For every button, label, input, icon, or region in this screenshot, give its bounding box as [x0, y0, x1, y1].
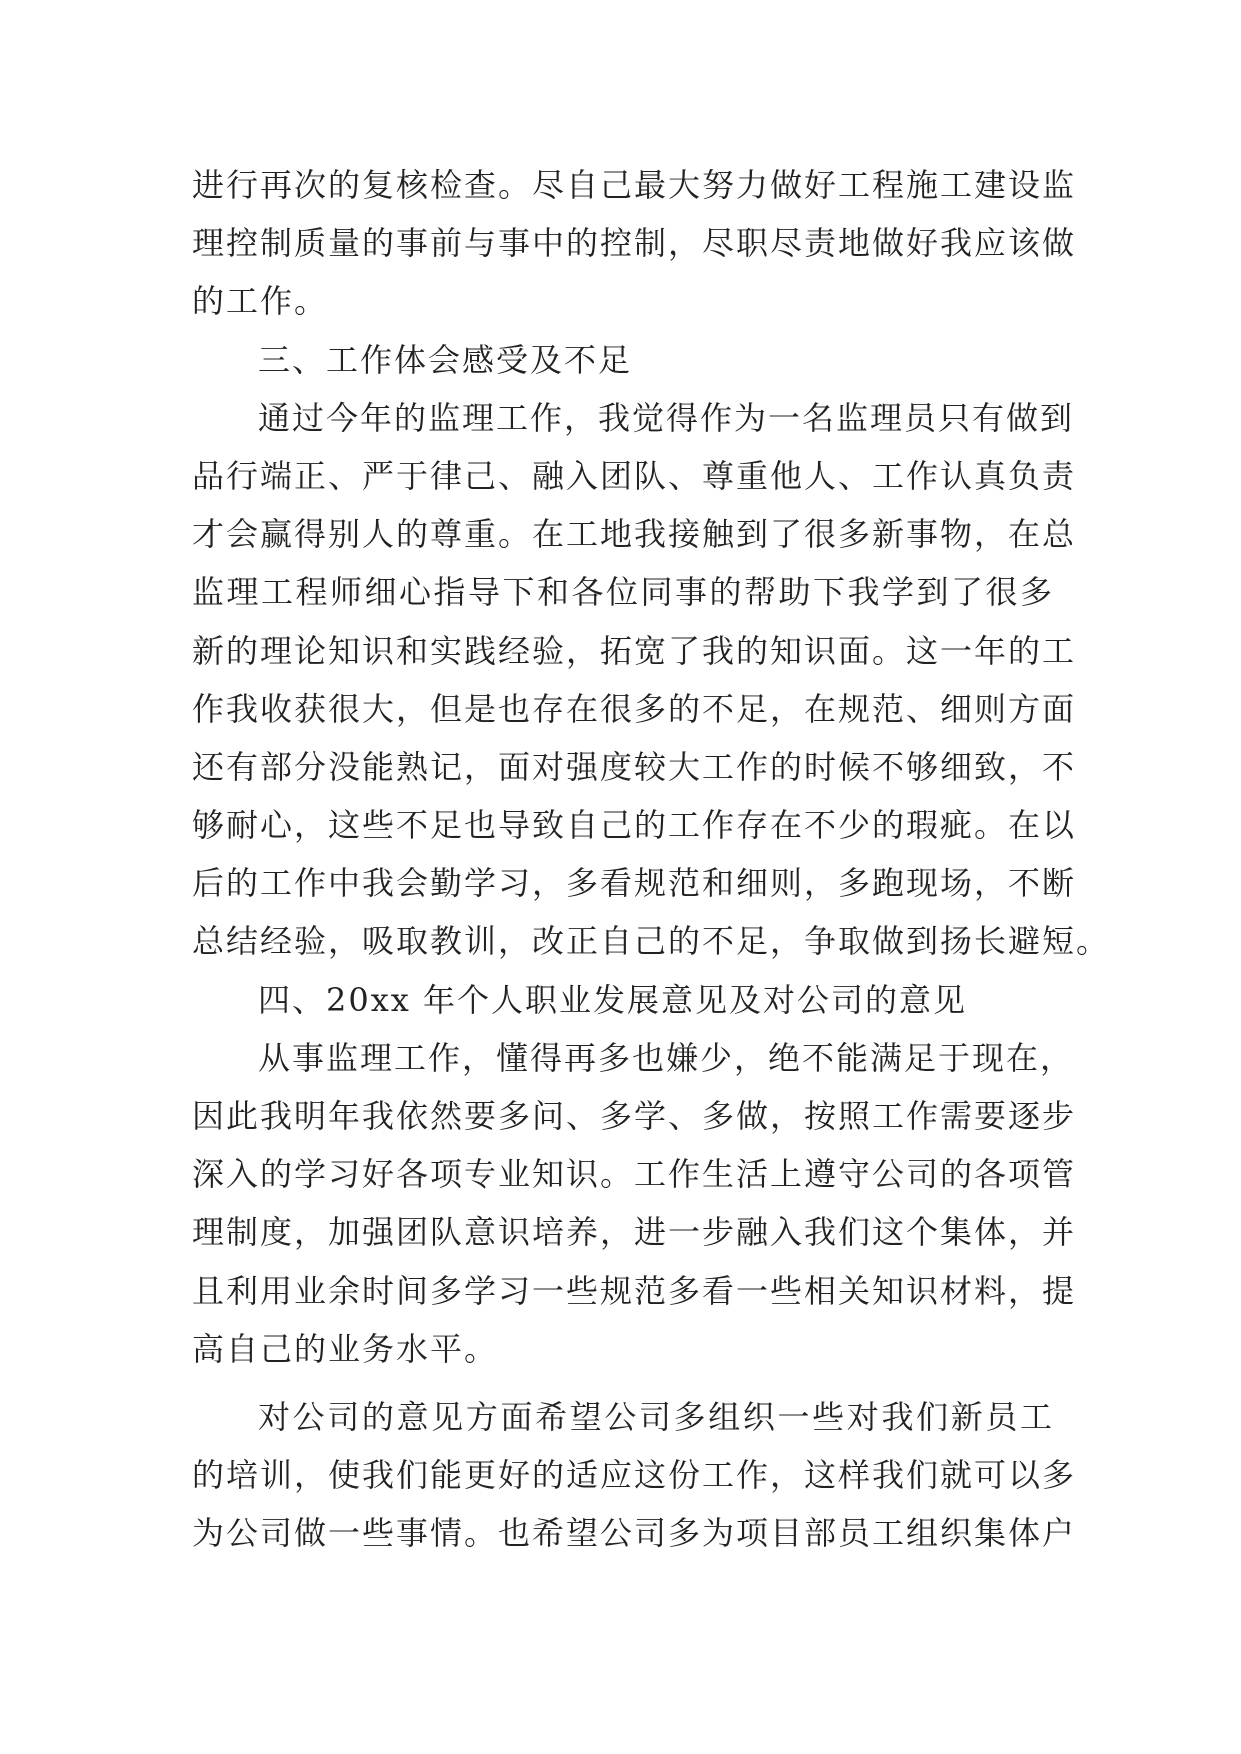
text-line: 监理工程师细心指导下和各位同事的帮助下我学到了很多 [192, 573, 1054, 612]
text-line: 新的理论知识和实践经验，拓宽了我的知识面。这一年的工 [192, 631, 1077, 670]
section-heading: 四、20xx 年个人职业发展意见及对公司的意见 [258, 980, 967, 1019]
text-line: 深入的学习好各项专业知识。工作生活上遵守公司的各项管 [192, 1155, 1077, 1194]
text-line: 理制度，加强团队意识培养，进一步融入我们这个集体，并 [192, 1213, 1077, 1252]
text-line: 进行再次的复核检查。尽自己最大努力做好工程施工建设监 [192, 166, 1077, 204]
text-line: 够耐心，这些不足也导致自己的工作存在不少的瑕疵。在以 [192, 806, 1077, 845]
text-line: 因此我明年我依然要多问、多学、多做，按照工作需要逐步 [192, 1097, 1077, 1135]
text-line: 品行端正、严于律己、融入团队、尊重他人、工作认真负责 [192, 456, 1077, 495]
text-line: 且利用业余时间多学习一些规范多看一些相关知识材料，提 [192, 1271, 1077, 1310]
text-line: 总结经验，吸取教训，改正自己的不足，争取做到扬长避短。 [192, 922, 1111, 961]
paragraph-first-line: 通过今年的监理工作，我觉得作为一名监理员只有做到 [258, 398, 1075, 437]
text-line: 的培训，使我们能更好的适应这份工作，这样我们就可以多 [192, 1456, 1077, 1495]
paragraph-first-line: 对公司的意见方面希望公司多组织一些对我们新员工 [258, 1397, 1054, 1436]
text-line: 还有部分没能熟记，面对强度较大工作的时候不够细致，不 [192, 747, 1077, 786]
text-line: 后的工作中我会勤学习，多看规范和细则，多跑现场，不断 [192, 864, 1077, 903]
text-line: 高自己的业务水平。 [192, 1329, 499, 1368]
text-line: 才会赢得别人的尊重。在工地我接触到了很多新事物，在总 [192, 515, 1077, 554]
text-line: 为公司做一些事情。也希望公司多为项目部员工组织集体户 [192, 1514, 1077, 1553]
paragraph-first-line: 从事监理工作，懂得再多也嫌少，绝不能满足于现在， [258, 1038, 1075, 1077]
text-line: 理控制质量的事前与事中的控制，尽职尽责地做好我应该做 [192, 224, 1077, 263]
document-body [192, 156, 1111, 1563]
text-line: 的工作。 [192, 282, 329, 321]
section-heading: 三、工作体会感受及不足 [258, 340, 633, 379]
text-line: 作我收获很大，但是也存在很多的不足，在规范、细则方面 [192, 689, 1077, 728]
